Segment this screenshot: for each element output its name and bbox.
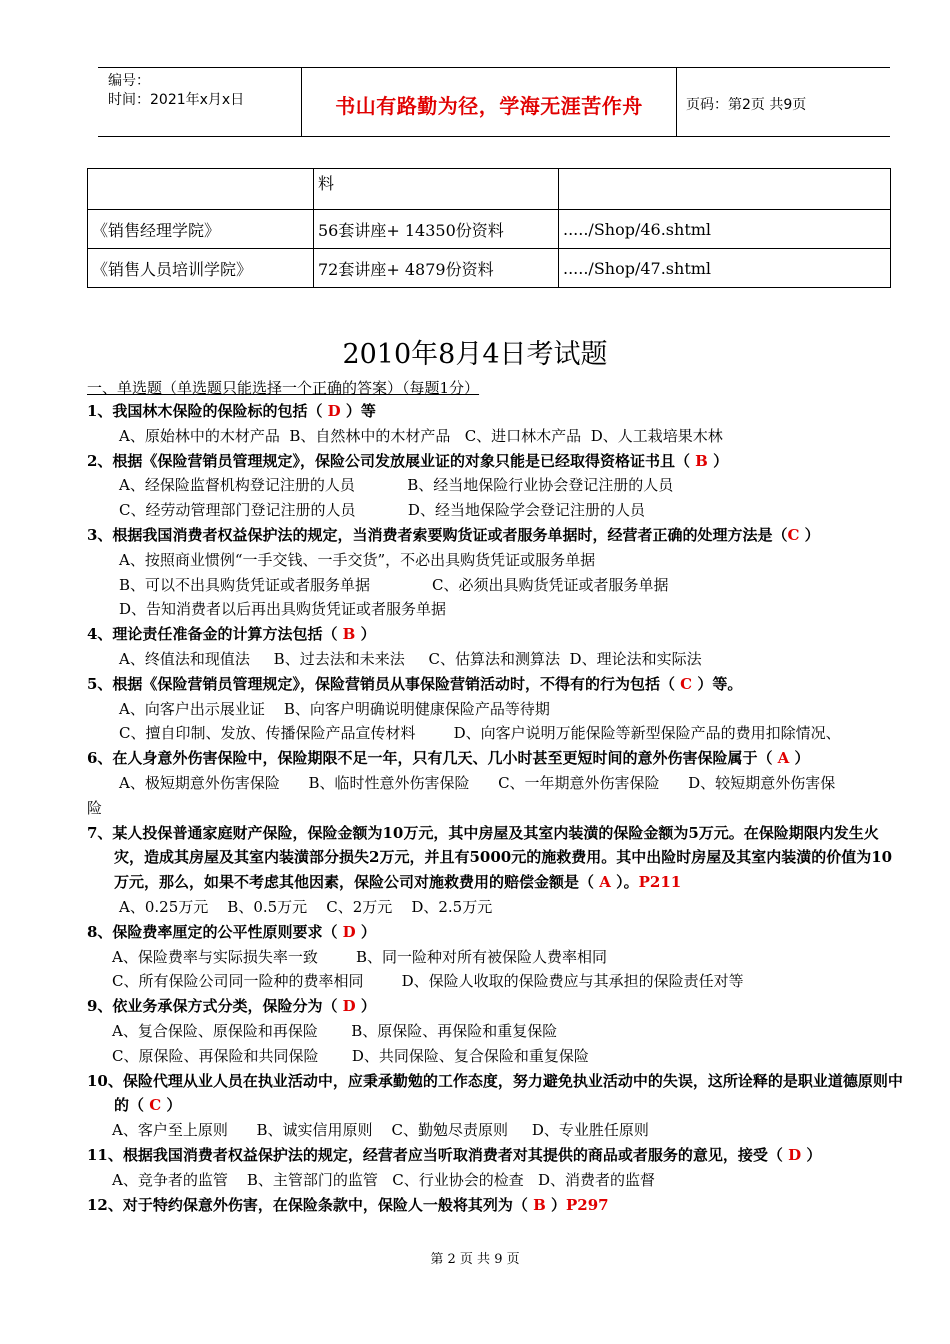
question-text: 1、我国林木保险的保险标的包括（ (87, 402, 328, 420)
question-text: ） (355, 625, 376, 644)
question-text: ）。 (610, 873, 639, 892)
question-text: ） (799, 525, 820, 544)
question-text: 4、理论责任准备金的计算方法包括（ (87, 625, 343, 644)
question-stem (87, 449, 907, 474)
questions-container (87, 399, 907, 1217)
page-footer: 第 2 页 共 9 页 (430, 1252, 520, 1267)
question-stem (87, 1069, 907, 1119)
answer-letter: B (533, 1195, 546, 1214)
header-date: 时间：2021年x月x日 (108, 92, 245, 108)
answer-options: A、原始林中的木材产品 B、自然林中的木材产品 C、进口林木产品 D、人工栽培果木林 (119, 426, 723, 445)
question-stem (87, 746, 907, 771)
answer-options: A、保险费率与实际损失率一致 B、同一险种对所有被保险人费率相同 (112, 947, 608, 966)
table-cell: 料 (314, 169, 559, 210)
answer-letter: B (342, 625, 356, 644)
answer-options: A、终值法和现值法 B、过去法和未来法 C、估算法和测算法 D、理论法和实际法 (119, 649, 702, 668)
table-link-cell[interactable]: ...../Shop/47.shtml (559, 249, 891, 288)
page-reference: P211 (638, 873, 682, 892)
answer-letter: A (599, 873, 611, 892)
answer-letter: C (149, 1096, 162, 1115)
answer-options: A、客户至上原则 B、诚实信用原则 C、勤勉尽责原则 D、专业胜任原则 (112, 1121, 649, 1140)
answer-options: A、经保险监督机构登记注册的人员 B、经当地保险行业协会登记注册的人员 (119, 476, 674, 495)
resource-table (87, 168, 891, 288)
page-reference: P297 (566, 1195, 609, 1214)
header-page: 页码：第2页 共9页 (686, 97, 807, 113)
question-stem (87, 920, 907, 945)
header-meta (108, 72, 244, 110)
answer-letter: D (788, 1145, 802, 1164)
table-row (88, 210, 891, 249)
answer-options: C、原保险、再保险和共同保险 D、共同保险、复合保险和重复保险 (112, 1046, 589, 1065)
question-text: ） (707, 451, 729, 470)
question-text: 2、根据《保险营销员管理规定》，保险公司发放展业证的对象只能是已经取得资格证书且（ (87, 451, 696, 470)
answer-options: B、可以不出具购货凭证或者服务单据 C、必须出具购货凭证或者服务单据 (119, 575, 669, 594)
question-text: ）等 (340, 402, 376, 420)
answer-letter: D (342, 997, 356, 1016)
question-stem (87, 622, 907, 647)
table-cell: 56套讲座+ 14350份资料 (314, 210, 559, 249)
table-cell: 72套讲座+ 4879份资料 (314, 249, 559, 288)
question-list (87, 377, 907, 1217)
answer-options: A、0.25万元 B、0.5万元 C、2万元 D、2.5万元 (119, 897, 493, 916)
question-stem (87, 1193, 907, 1218)
answer-letter: B (695, 451, 708, 470)
answer-options: C、擅自印制、发放、传播保险产品宣传材料 D、向客户说明万能保险等新型保险产品的费用扣除情况、 (119, 724, 841, 743)
table-cell (559, 169, 891, 210)
answer-options: A、极短期意外伤害保险 B、临时性意外伤害保险 C、一年期意外伤害保险 D、较短期意外伤害保 (119, 773, 836, 792)
answer-options: A、竞争者的监管 B、主管部门的监管 C、行业协会的检查 D、消费者的监督 (112, 1170, 656, 1189)
question-text: ） (161, 1096, 182, 1115)
answer-options: C、所有保险公司同一险种的费率相同 D、保险人收取的保险费应与其承担的保险责任对等 (112, 972, 744, 991)
question-stem (87, 399, 907, 424)
question-stem (87, 821, 907, 895)
question-text: 11、根据我国消费者权益保护法的规定，经营者应当听取消费者对其提供的商品或者服务的意见，接受（ (87, 1145, 789, 1164)
question-text: ） (545, 1195, 567, 1214)
page-header (98, 67, 890, 137)
question-text: 8、保险费率厘定的公平性原则要求（ (87, 922, 343, 941)
answer-letter: D (342, 922, 356, 941)
question-text: 9、依业务承保方式分类，保险分为（ (87, 997, 343, 1016)
question-stem (87, 994, 907, 1019)
question-stem (87, 672, 907, 697)
answer-letter: C (680, 674, 693, 693)
answer-options: D、告知消费者以后再出具购货凭证或者服务单据 (119, 600, 447, 619)
answer-letter: A (777, 749, 790, 768)
answer-options-continued: 险 (87, 798, 103, 817)
question-stem (87, 1143, 907, 1168)
answer-letter: D (327, 402, 341, 420)
table-cell (88, 169, 314, 210)
question-text: ）等。 (692, 674, 743, 693)
question-text: 6、在人身意外伤害保险中，保险期限不足一年，只有几天、几小时甚至更短时间的意外伤害保险属于（ (87, 749, 778, 768)
question-text: 3、根据我国消费者权益保护法的规定，当消费者索要购货证或者服务单据时，经营者正确的处理方法是（ (87, 525, 788, 544)
header-number: 编号： (108, 73, 150, 89)
answer-options: A、按照商业惯例“一手交钱、一手交货”，不必出具购货凭证或服务单据 (119, 550, 596, 569)
question-text: ） (355, 997, 376, 1016)
table-row (88, 169, 891, 210)
question-text: 5、根据《保险营销员管理规定》，保险营销员从事保险营销活动时，不得有的行为包括（ (87, 674, 681, 693)
answer-letter: C (787, 525, 800, 544)
answer-options: A、复合保险、原保险和再保险 B、原保险、再保险和重复保险 (112, 1021, 558, 1040)
exam-title: 2010年8月4日考试题 (342, 339, 608, 370)
answer-options: C、经劳动管理部门登记注册的人员 D、经当地保险学会登记注册的人员 (119, 501, 645, 520)
table-link-cell[interactable]: ...../Shop/46.shtml (559, 210, 891, 249)
header-divider (676, 68, 677, 136)
question-text: 7、某人投保普通家庭财产保险，保险金额为10万元，其中房屋及其室内装潢的保险金额为5万元。在保险期限内发生火灾，造成其房屋及其室内装潢部分损失2万元，并且有5000元的施救费用。其中出险时房屋及其室内装潢的价值为10万元，那么，如果不考虑其他因素，保险公司对施救费用的赔偿金额是（ (87, 823, 893, 892)
answer-options: A、向客户出示展业证 B、向客户明确说明健康保险产品等待期 (119, 699, 550, 718)
question-text: ） (801, 1145, 822, 1164)
question-text: 12、对于特约保意外伤害，在保险条款中，保险人一般将其列为（ (87, 1195, 534, 1214)
table-row (88, 249, 891, 288)
question-stem (87, 523, 907, 548)
question-text: ） (789, 749, 810, 768)
question-text: ） (355, 922, 376, 941)
table-cell: 《销售经理学院》 (88, 210, 314, 249)
table-cell: 《销售人员培训学院》 (88, 249, 314, 288)
question-text: 10、保险代理从业人员在执业活动中，应秉承勤勉的工作态度，努力避免执业活动中的失误，这所诠释的是职业道德原则中的（ (87, 1071, 903, 1115)
section-heading: 一、单选题（单选题只能选择一个正确的答案）（每题1分） (87, 379, 480, 397)
header-motto: 书山有路勤为径，学海无涯苦作舟 (335, 94, 643, 118)
